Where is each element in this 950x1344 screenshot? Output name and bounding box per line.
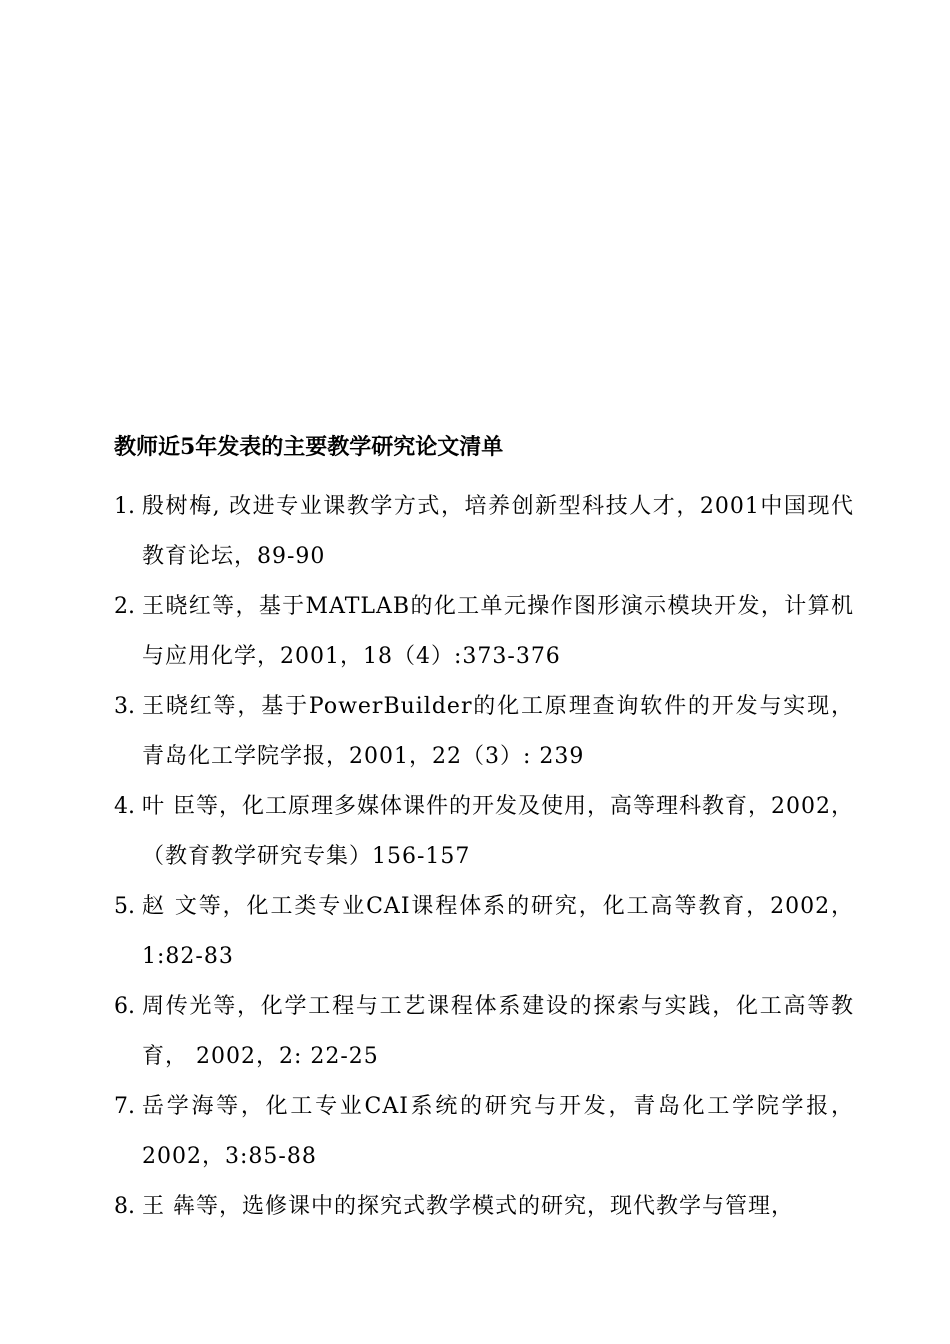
item-number: 5. <box>114 894 135 919</box>
list-item <box>114 582 854 682</box>
list-item <box>114 1082 854 1182</box>
item-text: 岳学海等，化工专业CAI系统的研究与开发，青岛化工学院学报， 2002，3:85-88 <box>142 1094 854 1169</box>
list-item <box>114 482 854 582</box>
item-text: 周传光等，化学工程与工艺课程体系建设的探索与实践，化工高等教育， 2002，2: 22-25 <box>142 994 854 1069</box>
item-number: 6. <box>114 994 135 1019</box>
item-text: 赵 文等，化工类专业CAI课程体系的研究，化工高等教育，2002，1:82-83 <box>142 894 854 969</box>
item-text: 殷树梅, 改进专业课教学方式，培养创新型科技人才，2001中国现代教育论坛，89-90 <box>142 494 854 569</box>
section-heading: 教师近5年发表的主要教学研究论文清单 <box>114 434 504 460</box>
item-number: 1. <box>114 494 135 519</box>
item-text: 王晓红等，基于PowerBuilder的化工原理查询软件的开发与实现，青岛化工学院学报，2001，22（3）: 239 <box>142 694 854 769</box>
item-number: 2. <box>114 594 135 619</box>
paper-list <box>114 482 854 1232</box>
item-number: 4. <box>114 794 135 819</box>
item-number: 8. <box>114 1194 135 1219</box>
list-item <box>114 682 854 782</box>
item-number: 7. <box>114 1094 135 1119</box>
item-text: 王晓红等，基于MATLAB的化工单元操作图形演示模块开发，计算机与应用化学，2001，18（4）:373-376 <box>142 594 854 669</box>
list-item <box>114 782 854 882</box>
item-number: 3. <box>114 694 135 719</box>
list-item <box>114 1182 854 1232</box>
item-text: 叶 臣等，化工原理多媒体课件的开发及使用，高等理科教育，2002，（教育教学研究专集）156-157 <box>142 794 854 869</box>
item-text: 王 犇等，选修课中的探究式教学模式的研究，现代教学与管理， <box>142 1194 794 1219</box>
list-item <box>114 982 854 1082</box>
list-item <box>114 882 854 982</box>
